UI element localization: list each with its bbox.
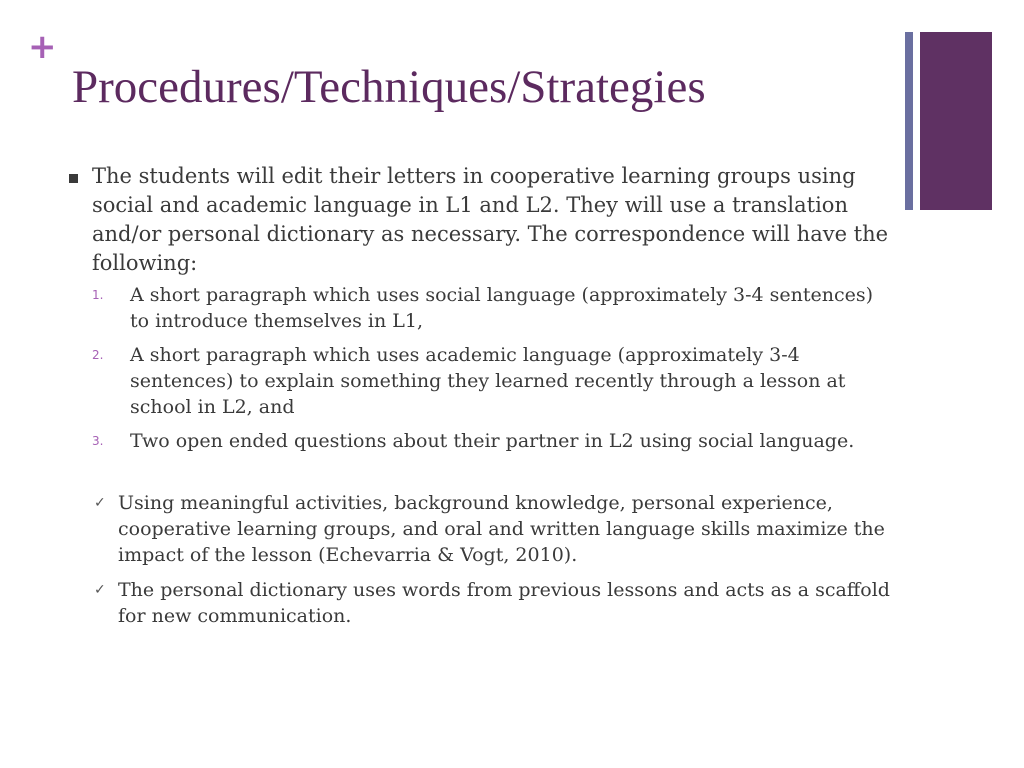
checkmark-item-text: The personal dictionary uses words from previous lessons and acts as a scaffold for new communication. xyxy=(118,579,890,627)
checkmark-item-text: Using meaningful activities, background knowledge, personal experience, cooperative learning groups, and oral and written language skills maximize the impact of the lesson (Echevarria & Vogt, 2010). xyxy=(118,492,885,566)
checkmark-item xyxy=(92,490,896,568)
checkmark-icon: ✓ xyxy=(94,582,106,598)
checkmark-list xyxy=(66,490,896,629)
accent-bar-thin xyxy=(905,32,913,210)
main-bullet-text: The students will edit their letters in cooperative learning groups using social and academic language in L1 and L2. They will use a translation and/or personal dictionary as necessary. The correspondence will have the following: xyxy=(92,164,889,275)
main-bullet xyxy=(66,162,896,278)
numbered-item-text: A short paragraph which uses social language (approximately 3-4 sentences) to introduce themselves in L1, xyxy=(130,284,874,332)
square-bullet-icon xyxy=(69,174,78,183)
number-marker: 2. xyxy=(92,348,104,362)
slide-content xyxy=(66,162,896,638)
numbered-item-text: Two open ended questions about their partner in L2 using social language. xyxy=(130,430,855,452)
number-marker: 3. xyxy=(92,434,104,448)
plus-icon: + xyxy=(28,27,57,67)
numbered-item xyxy=(92,342,896,420)
checkmark-icon: ✓ xyxy=(94,495,106,511)
checkmark-item xyxy=(92,577,896,629)
slide-title: Procedures/Techniques/Strategies xyxy=(72,61,706,113)
numbered-list xyxy=(66,282,896,454)
numbered-item xyxy=(92,428,896,454)
accent-bar-thick xyxy=(920,32,992,210)
numbered-item xyxy=(92,282,896,334)
number-marker: 1. xyxy=(92,288,104,302)
numbered-item-text: A short paragraph which uses academic language (approximately 3-4 sentences) to explain something they learned recently through a lesson at school in L2, and xyxy=(130,344,846,418)
